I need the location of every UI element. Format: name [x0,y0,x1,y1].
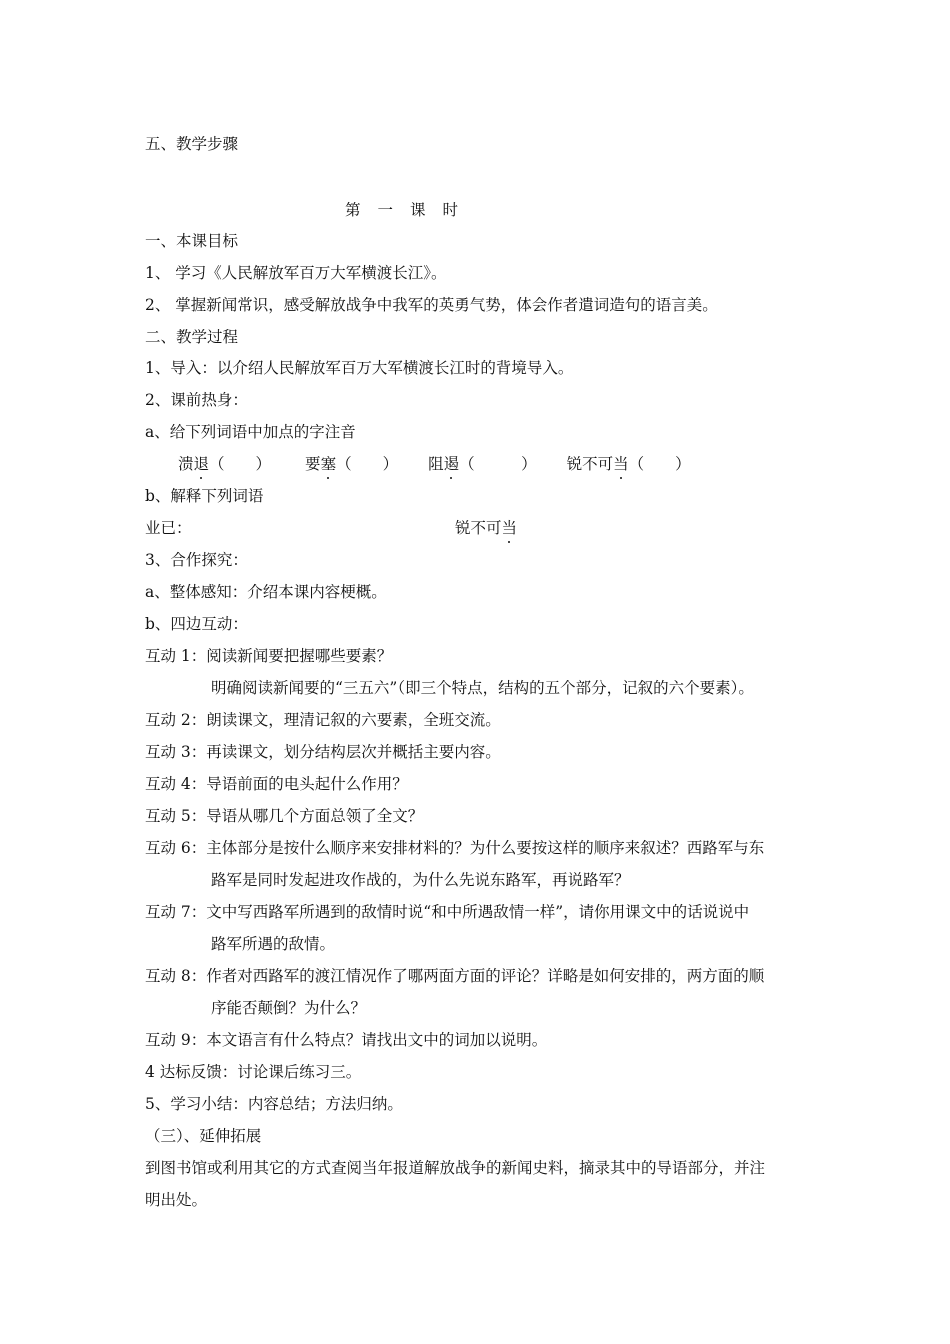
interaction-6-line1: 互动 6：主体部分是按什么顺序来安排材料的？为什么要按这样的顺序来叙述？西路军与东 [145,839,765,857]
explain-term-right [455,518,517,538]
goal-item: 1、 学习《人民解放军百万大军横渡长江》。 [145,264,447,282]
word-3 [428,455,537,473]
extension-line2: 明出处。 [145,1191,208,1209]
explain-term-left: 业已： [145,519,192,537]
interaction-7-line2: 路军所遇的敌情。 [211,935,336,953]
section-heading-steps: 五、教学步骤 [145,135,239,153]
lesson-title-char: 时 [442,201,459,219]
step-intro: 1、导入：以介绍人民解放军百万大军横渡长江时的背境导入。 [145,359,574,377]
answer-blank: （ ） [336,455,399,473]
interaction-6-line2: 路军是同时发起进攻作战的，为什么先说东路军，再说路军？ [211,871,630,889]
word-text: 锐不可 [455,519,502,537]
dotted-char: 塞 [320,455,337,473]
lesson-title [345,200,458,220]
word-text: 锐不可 [566,455,614,473]
goal-item: 2、 掌握新闻常识，感受解放战争中我军的英勇气势，体会作者遣词造句的语言美。 [145,296,718,314]
answer-blank: （ ） [209,455,272,473]
step-summary: 5、学习小结：内容总结；方法归纳。 [145,1095,403,1113]
interaction-4: 互动 4：导语前面的电头起什么作用？ [145,775,408,793]
lesson-title-char: 课 [410,201,426,219]
step-warmup: 2、课前热身： [145,391,248,409]
dotted-char: 当 [613,455,629,473]
dotted-char: 当 [501,519,518,537]
section-process: 二、教学过程 [145,328,239,346]
interaction-2: 互动 2：朗读课文，理清记叙的六要素，全班交流。 [145,711,501,729]
answer-blank: （ ） [459,455,537,473]
step-cooperate-b: b、四边互动： [145,615,248,633]
step-cooperate: 3、合作探究： [145,551,248,569]
word-text: 要 [305,455,321,473]
dotted-char: 退 [193,455,210,473]
pinyin-exercise-row [178,454,691,474]
interaction-7-line1: 互动 7：文中写西路军所遇到的敌情时说“和中所遇敌情一样”，请你用课文中的话说说中 [145,903,750,921]
word-4 [567,455,691,473]
interaction-3: 互动 3：再读课文，划分结构层次并概括主要内容。 [145,743,501,761]
lesson-title-char: 一 [377,201,394,219]
lesson-title-char: 第 [345,201,361,219]
interaction-5: 互动 5：导语从哪几个方面总领了全文？ [145,807,424,825]
word-text: 阻 [428,455,444,473]
word-2 [305,455,398,473]
step-feedback: 4 达标反馈：讨论课后练习三。 [145,1063,362,1081]
step-warmup-a: a、给下列词语中加点的字注音 [145,423,356,441]
word-text: 溃 [178,455,194,473]
section-goals: 一、本课目标 [145,232,239,250]
interaction-8-line1: 互动 8：作者对西路军的渡江情况作了哪两面方面的评论？详略是如何安排的，两方面的顺 [145,967,765,985]
word-1 [178,455,271,473]
answer-blank: （ ） [628,455,691,473]
extension-line1: 到图书馆或利用其它的方式查阅当年报道解放战争的新闻史料，摘录其中的导语部分，并注 [145,1159,766,1177]
section-extension: （三）、延伸拓展 [145,1127,262,1145]
step-cooperate-a: a、整体感知：介绍本课内容梗概。 [145,583,387,601]
interaction-1: 互动 1：阅读新闻要把握哪些要素？ [145,647,393,665]
interaction-8-line2: 序能否颠倒？为什么？ [211,999,367,1017]
interaction-1-answer: 明确阅读新闻要的“三五六”（即三个特点，结构的五个部分，记叙的六个要素）。 [211,679,754,697]
dotted-char: 遏 [443,455,460,473]
step-warmup-b: b、解释下列词语 [145,487,264,505]
interaction-9: 互动 9：本文语言有什么特点？请找出文中的词加以说明。 [145,1031,548,1049]
